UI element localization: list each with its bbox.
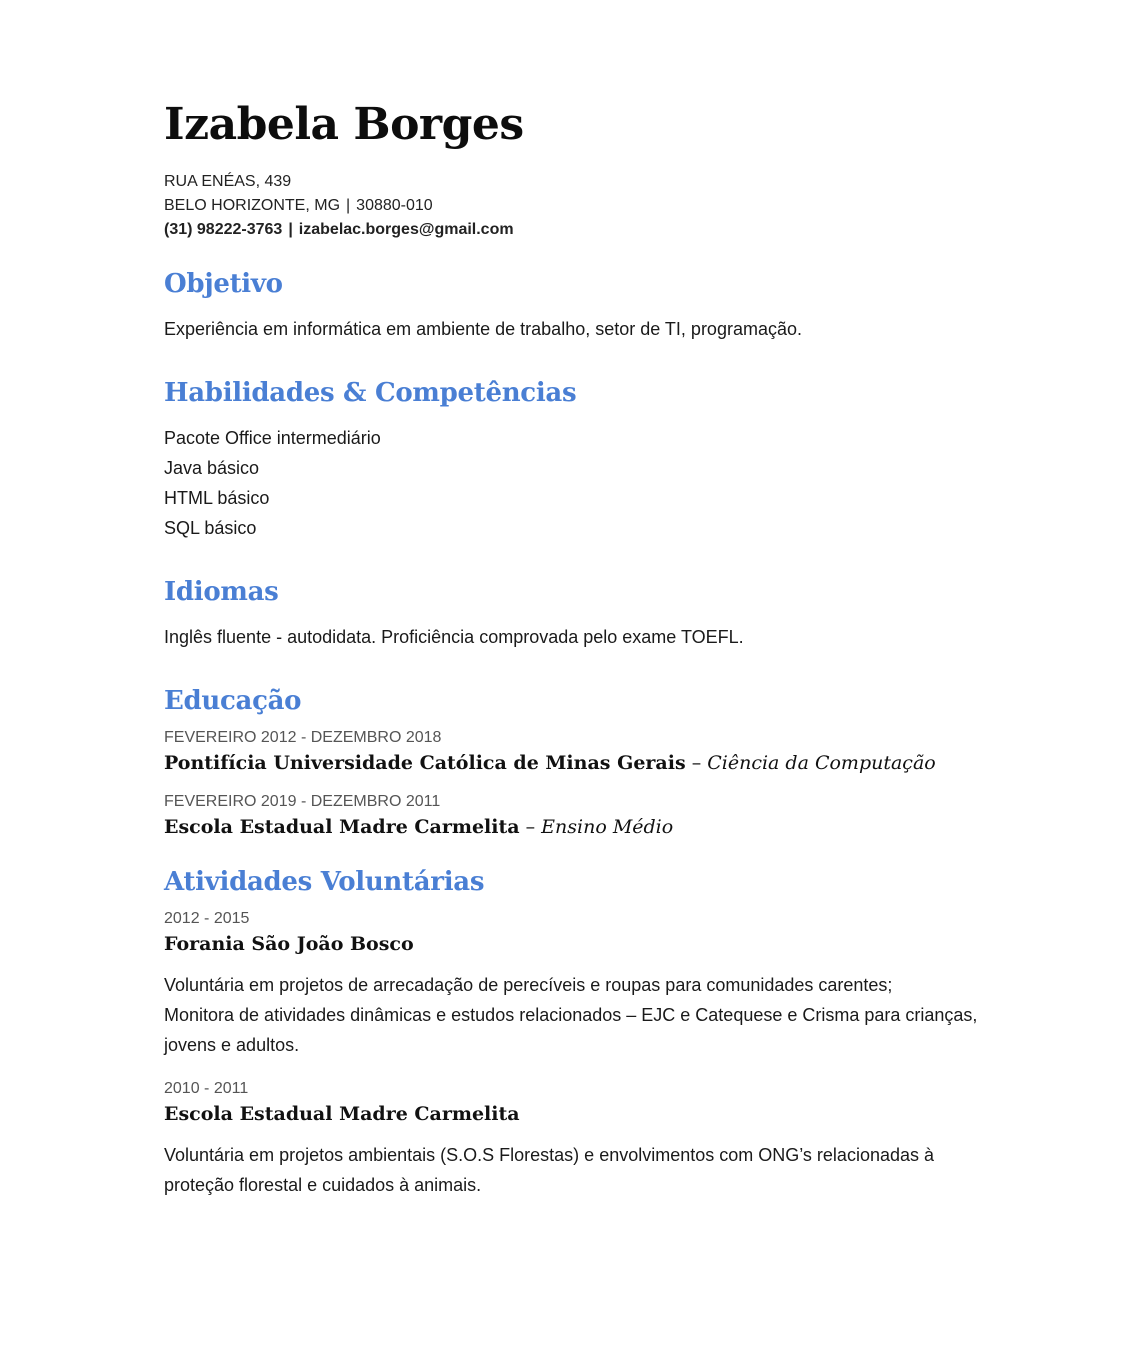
objective-section	[164, 268, 1004, 344]
separator: |	[288, 221, 293, 238]
volunteer-entry	[164, 908, 1004, 1060]
entry-description	[164, 1140, 1004, 1200]
dash: –	[691, 752, 702, 774]
entry-title	[164, 930, 1004, 958]
skills-section	[164, 377, 1004, 543]
volunteer-section	[164, 866, 1004, 1200]
section-heading: Habilidades & Competências	[164, 378, 577, 408]
phone-email-line	[164, 218, 1004, 242]
resume-page	[164, 98, 1004, 1200]
description-line: Monitora de atividades dinâmicas e estudos relacionados – EJC e Catequese e Crisma para crianças,	[164, 1005, 978, 1025]
contact-block	[164, 170, 1004, 242]
city-zip-line	[164, 194, 1004, 218]
institution: Escola Estadual Madre Carmelita	[164, 816, 520, 838]
section-heading: Idiomas	[164, 577, 279, 607]
languages-text: Inglês fluente - autodidata. Proficiência comprovada pelo exame TOEFL.	[164, 627, 744, 647]
entry-dates: FEVEREIRO 2019 - DEZEMBRO 2011	[164, 793, 441, 810]
email-link[interactable]: izabelac.borges@gmail.com	[298, 221, 514, 238]
section-heading: Educação	[164, 686, 302, 716]
education-entry	[164, 791, 1004, 841]
section-heading: Objetivo	[164, 269, 283, 299]
separator: |	[346, 197, 351, 214]
organization: Escola Estadual Madre Carmelita	[164, 1103, 520, 1125]
phone: (31) 98222-3763	[164, 221, 283, 238]
description-line: proteção florestal e cuidados à animais.	[164, 1175, 482, 1195]
entry-title	[164, 749, 1004, 777]
entry-dates: FEVEREIRO 2012 - DEZEMBRO 2018	[164, 729, 442, 746]
dash: –	[525, 816, 536, 838]
city-state: BELO HORIZONTE, MG	[164, 197, 341, 214]
zip-code: 30880-010	[356, 197, 433, 214]
organization: Forania São João Bosco	[164, 933, 414, 955]
languages-section	[164, 576, 1004, 652]
candidate-name: Izabela Borges	[164, 99, 524, 150]
list-item: SQL básico	[164, 518, 257, 538]
entry-dates: 2012 - 2015	[164, 910, 250, 927]
entry-dates: 2010 - 2011	[164, 1080, 249, 1097]
description-line: Voluntária em projetos de arrecadação de perecíveis e roupas para comunidades carentes;	[164, 975, 893, 995]
skills-list	[164, 423, 1004, 543]
list-item: HTML básico	[164, 488, 270, 508]
institution: Pontifícia Universidade Católica de Minas Gerais	[164, 752, 686, 774]
list-item: Java básico	[164, 458, 260, 478]
description-line: jovens e adultos.	[164, 1035, 300, 1055]
description-line: Voluntária em projetos ambientais (S.O.S Florestas) e envolvimentos com ONG’s relacionadas à	[164, 1145, 935, 1165]
degree: Ciência da Computação	[707, 752, 936, 774]
section-heading: Atividades Voluntárias	[164, 867, 485, 897]
volunteer-entry	[164, 1078, 1004, 1200]
education-entry	[164, 727, 1004, 777]
education-section	[164, 685, 1004, 841]
entry-title	[164, 1100, 1004, 1128]
entry-description	[164, 970, 1004, 1060]
list-item: Pacote Office intermediário	[164, 428, 381, 448]
objective-text: Experiência em informática em ambiente de trabalho, setor de TI, programação.	[164, 319, 802, 339]
degree: Ensino Médio	[541, 816, 674, 838]
address-line: RUA ENÉAS, 439	[164, 173, 292, 190]
entry-title	[164, 813, 1004, 841]
